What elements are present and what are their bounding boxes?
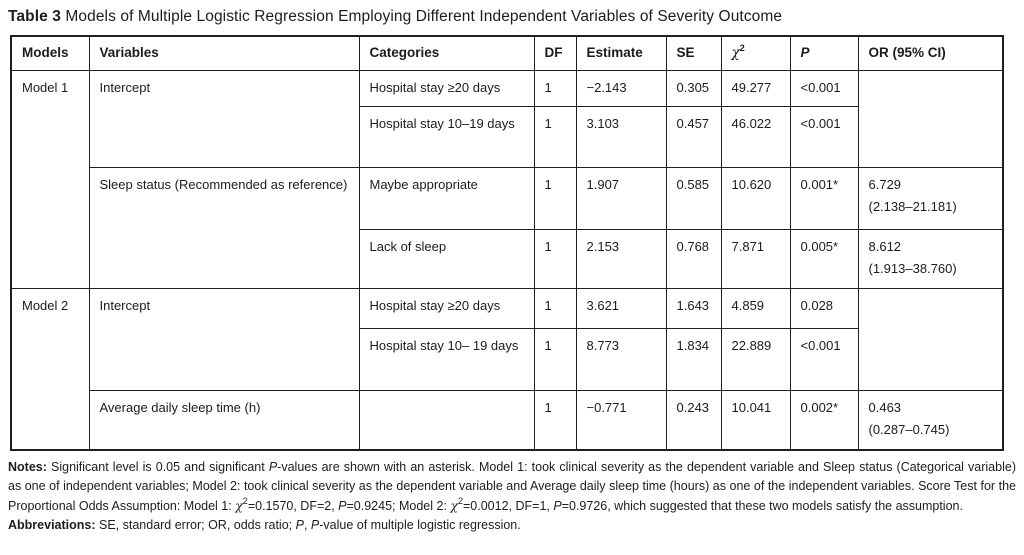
abbreviations-text: SE, standard error; OR, odds ratio; bbox=[95, 518, 296, 532]
cell-se: 0.457 bbox=[666, 106, 721, 167]
cell-or bbox=[858, 288, 1003, 390]
col-header-chi2 bbox=[721, 36, 790, 70]
cell-df: 1 bbox=[534, 70, 576, 106]
or-value: 8.612 bbox=[868, 238, 902, 254]
col-header-variables: Variables bbox=[89, 36, 359, 70]
cell-estimate: 2.153 bbox=[576, 229, 666, 288]
col-header-df: DF bbox=[534, 36, 576, 70]
notes-label: Notes: bbox=[8, 460, 47, 474]
cell-estimate: 1.907 bbox=[576, 167, 666, 229]
cell-df: 1 bbox=[534, 106, 576, 167]
cell-df: 1 bbox=[534, 229, 576, 288]
cell-df: 1 bbox=[534, 167, 576, 229]
cell-p: 0.002* bbox=[790, 390, 858, 450]
cell-or bbox=[858, 390, 1003, 450]
table-caption bbox=[8, 8, 1016, 26]
p-symbol: P bbox=[553, 499, 562, 513]
cell-model: Model 1 bbox=[11, 70, 89, 288]
cell-p: <0.001 bbox=[790, 328, 858, 390]
cell-model: Model 2 bbox=[11, 288, 89, 450]
chi-superscript: 2 bbox=[457, 495, 463, 506]
cell-variable: Average daily sleep time (h) bbox=[89, 390, 359, 450]
notes-text: -values are shown with an asterisk. Model 1: took clinical severity as the dependent variable and Sleep status (Categorical variable) as one of independent variables; Model 2: took clinical severity as the dependent variable and Average daily sleep time (hours) as one of the independent variables. Score Test for the Proportional Odds Assumption: Model 1: bbox=[8, 460, 1016, 513]
chi-superscript: 2 bbox=[739, 42, 745, 53]
col-header-se: SE bbox=[666, 36, 721, 70]
cell-estimate: 3.103 bbox=[576, 106, 666, 167]
p-symbol: P bbox=[338, 499, 347, 513]
notes-text: Significant level is 0.05 and significant bbox=[46, 460, 269, 474]
p-symbol: P bbox=[310, 518, 320, 532]
cell-p: 0.001* bbox=[790, 167, 858, 229]
cell-category: Hospital stay 10– 19 days bbox=[359, 328, 534, 390]
cell-estimate: −0.771 bbox=[576, 390, 666, 450]
notes-text: =0.1570, DF=2, bbox=[247, 499, 339, 513]
table-row bbox=[11, 390, 1003, 450]
chi-symbol: χ bbox=[450, 498, 458, 513]
cell-category: Hospital stay ≥20 days bbox=[359, 70, 534, 106]
table-row bbox=[11, 288, 1003, 328]
cell-variable: Intercept bbox=[89, 70, 359, 167]
or-ci: (2.138–21.181) bbox=[868, 199, 957, 215]
cell-chi2: 46.022 bbox=[721, 106, 790, 167]
cell-chi2: 10.041 bbox=[721, 390, 790, 450]
table-caption-label: Table 3 bbox=[8, 8, 61, 25]
cell-variable: Sleep status (Recommended as reference) bbox=[89, 167, 359, 288]
cell-or bbox=[858, 229, 1003, 288]
regression-table bbox=[10, 35, 1004, 451]
chi-superscript: 2 bbox=[242, 495, 248, 506]
notes-text: =0.0012, DF=1, bbox=[463, 499, 554, 513]
cell-se: 0.585 bbox=[666, 167, 721, 229]
chi-symbol: χ bbox=[731, 45, 740, 61]
or-value: 0.463 bbox=[868, 399, 902, 415]
cell-chi2: 49.277 bbox=[721, 70, 790, 106]
or-ci: (1.913–38.760) bbox=[868, 261, 957, 277]
cell-p: <0.001 bbox=[790, 106, 858, 167]
chi-symbol: χ bbox=[235, 498, 243, 513]
cell-category: Hospital stay ≥20 days bbox=[359, 288, 534, 328]
cell-chi2: 10.620 bbox=[721, 167, 790, 229]
cell-variable: Intercept bbox=[89, 288, 359, 390]
or-value: 6.729 bbox=[868, 176, 902, 192]
cell-se: 1.834 bbox=[666, 328, 721, 390]
cell-df: 1 bbox=[534, 288, 576, 328]
table-header-row bbox=[11, 36, 1003, 70]
col-header-models: Models bbox=[11, 36, 89, 70]
p-symbol: P bbox=[295, 518, 304, 532]
abbreviations-text: -value of multiple logistic regression. bbox=[319, 518, 521, 532]
cell-category: Maybe appropriate bbox=[359, 167, 534, 229]
table-caption-text: Models of Multiple Logistic Regression Employing Different Independent Variables of Severity Outcome bbox=[60, 8, 783, 25]
abbreviations-paragraph bbox=[8, 516, 1016, 535]
col-header-estimate: Estimate bbox=[576, 36, 666, 70]
table-row bbox=[11, 70, 1003, 106]
cell-or bbox=[858, 70, 1003, 167]
cell-chi2: 4.859 bbox=[721, 288, 790, 328]
cell-se: 1.643 bbox=[666, 288, 721, 328]
notes-text: =0.9245; Model 2: bbox=[346, 499, 451, 513]
cell-p: 0.005* bbox=[790, 229, 858, 288]
cell-se: 0.243 bbox=[666, 390, 721, 450]
abbreviations-label: Abbreviations: bbox=[8, 518, 96, 532]
footnotes bbox=[8, 458, 1016, 535]
table-row bbox=[11, 167, 1003, 229]
cell-category: Hospital stay 10–19 days bbox=[359, 106, 534, 167]
cell-estimate: 8.773 bbox=[576, 328, 666, 390]
cell-se: 0.305 bbox=[666, 70, 721, 106]
col-header-p: P bbox=[790, 36, 858, 70]
notes-text: =0.9726, which suggested that these two models satisfy the assumption. bbox=[561, 499, 963, 513]
cell-chi2: 22.889 bbox=[721, 328, 790, 390]
abbreviations-text: , bbox=[303, 518, 311, 532]
cell-chi2: 7.871 bbox=[721, 229, 790, 288]
cell-se: 0.768 bbox=[666, 229, 721, 288]
notes-paragraph bbox=[8, 458, 1016, 516]
cell-df: 1 bbox=[534, 390, 576, 450]
cell-category bbox=[359, 390, 534, 450]
col-header-categories: Categories bbox=[359, 36, 534, 70]
cell-estimate: 3.621 bbox=[576, 288, 666, 328]
cell-df: 1 bbox=[534, 328, 576, 390]
p-symbol: P bbox=[268, 460, 278, 474]
or-ci: (0.287–0.745) bbox=[868, 422, 950, 438]
cell-or bbox=[858, 167, 1003, 229]
cell-p: 0.028 bbox=[790, 288, 858, 328]
cell-category: Lack of sleep bbox=[359, 229, 534, 288]
col-header-or: OR (95% CI) bbox=[858, 36, 1003, 70]
cell-p: <0.001 bbox=[790, 70, 858, 106]
cell-estimate: −2.143 bbox=[576, 70, 666, 106]
